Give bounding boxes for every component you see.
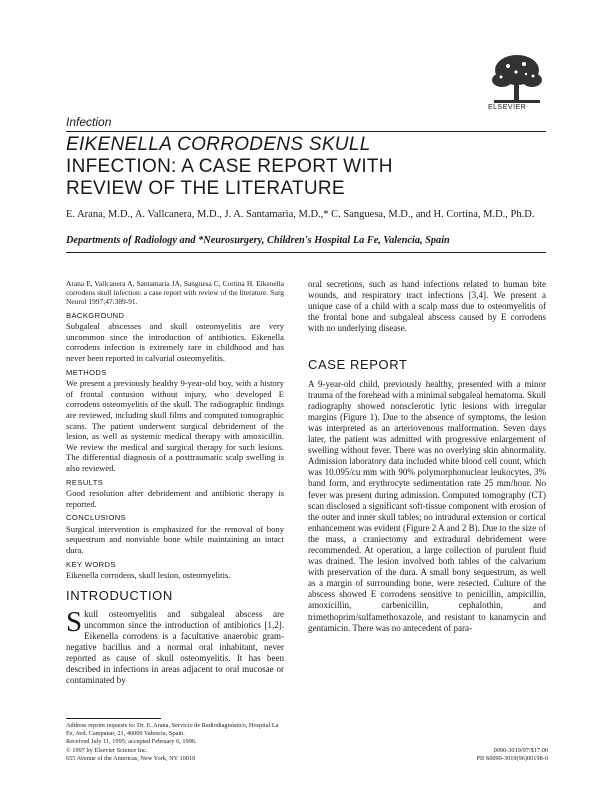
- case-report-heading: CASE REPORT: [308, 357, 408, 372]
- conclusions-heading: CONCLUSIONS: [66, 513, 127, 523]
- results-heading: RESULTS: [66, 477, 104, 487]
- received-dates: Received July 11, 1995; accepted February 6, 1996.: [66, 737, 197, 745]
- publisher-name: ELSEVIER: [488, 104, 527, 111]
- footnote-rule: [66, 718, 161, 719]
- reprint-address: Address reprint requests to: Dr. E. Arana, Servicio de Radiodiagnóstico, Hospital La Fe, Avd. Campanar, 21, 46009 Valencia, Spain.: [66, 722, 279, 737]
- copyright-line-2: 655 Avenue of the Americas, New York, NY 10010: [66, 754, 196, 762]
- introduction-continued: oral secretions, such as hand infections related to human bite wounds, and respiratory tract infections [3,4]. We present a unique case of a child with a scalp mass due to osteomyelitis of the frontal bone and subgaleal abscess caused by E corrodens with no underlying disease.: [308, 279, 546, 333]
- elsevier-tree-logo: [486, 52, 548, 106]
- results-text: Good resolution after debridement and antibiotic therapy is reported.: [66, 488, 284, 509]
- header-rule: [66, 252, 546, 253]
- copyright: [66, 747, 284, 763]
- right-column: [308, 279, 546, 634]
- footnote: [66, 722, 284, 745]
- background-text: Subgaleal abscesses and skull osteomyelitis are very uncommon since the introduction of antibiotics. Eikenella corrodens infection is extremely rare in childhood and has never been reported in calvarial osteomyelitis.: [66, 321, 284, 363]
- title-line-1: EIKENELLA CORRODENS SKULL: [66, 134, 371, 155]
- pii-code: PII S0090-3019(96)00198-0: [476, 754, 548, 762]
- methods-text: We present a previously healthy 9-year-old boy, with a history of frontal contusion without injury, who developed E corrodens osteomyelitis of the skull. The radiographic findings are reviewed, including skull films and computed tomographic scans. The patient underwent surgical debridement of the lesion, as well as systemic medical therapy with amoxicillin. We review the medical and surgical therapy for such lesions. The differential diagnosis of a posttraumatic scalp swelling is also reviewed.: [66, 378, 284, 473]
- issn-code: 0090-3019/97/$17.00: [493, 747, 548, 754]
- conclusions-text: Surgical intervention is emphasized for the removal of bony sequestrum and nonviable bone while maintaining an intact dura.: [66, 523, 284, 556]
- title-line-3: REVIEW OF THE LITERATURE: [66, 178, 345, 199]
- introduction-heading: INTRODUCTION: [66, 587, 173, 603]
- background-heading: BACKGROUND: [66, 310, 125, 320]
- citation: Arana E, Vallcanera A, Santamaria JA, Sanguesa C, Cortina H. Eikenella corrodens skull infection: a case report with review of the literature. Surg Neurol 1997;47:389-91.: [66, 279, 284, 307]
- section-label: Infection: [66, 115, 112, 129]
- left-column: [66, 279, 284, 686]
- title-line-2: INFECTION: A CASE REPORT WITH: [66, 156, 393, 177]
- keywords-heading: KEY WORDS: [66, 559, 116, 569]
- case-report-text: A 9-year-old child, previously healthy, presented with a minor trauma of the forehead with a minimal subgaleal hematoma. Skull radiography showed nonsclerotic lytic lesions with irregular margins (Figure 1). Due to the absence of symptoms, the lesion was interpreted as an arteriovenous malformation. Seven days later, the patient was admitted with progressive enlargement of swelling without fever. There was no overlying skin abnormality. Admission laboratory data included white blood cell count, which was 10.095/cu mm with 90% polymorphonuclear leukocytes, 3% band form, and erythrocyte sedimentation rate 25 mm/hour. No fever was present during admission. Computed tomography (CT) scan disclosed a significant soft-tissue component with erosion of the outer and inner skull tables; no intradural extension or cortical enhancement was evident (Figure 2 A and 2 B). Due to the size of the mass, a craniectomy and extradural debridement were recommended. At operation, a large collection of purulent fluid was drained. The lesion involved both tables of the calvarium with preservation of the dura. A small bony sequestrum, as well as a margin of surrounding bone, were resected. Culture of the abscess showed E corrodens sensitive to penicillin, ampicillin, amoxicillin, carbenicillin, cephalothin, and trimethoprim/sulfamethoxazole, and resistant to kanamycin and gentamicin. There was no antecedent of para-: [308, 378, 546, 633]
- methods-heading: METHODS: [66, 367, 107, 377]
- top-rule: [66, 131, 546, 132]
- copyright-line-1: © 1997 by Elsevier Science Inc.: [66, 747, 148, 754]
- authors: E. Arana, M.D., A. Vallcanera, M.D., J. A. Santamaria, M.D.,* C. Sanguesa, M.D., and H. Cortina, M.D., Ph.D.: [66, 209, 535, 220]
- introduction-text: [66, 606, 284, 686]
- departments: Departments of Radiology and *Neurosurgery, Children's Hospital La Fe, Valencia, Spain: [66, 235, 450, 246]
- keywords-text: Eikenella corrodens, skull lesion, osteomyelitis.: [66, 570, 231, 581]
- introduction-body: kull osteomyelitis and subgaleal abscess are uncommon since the introduction of antibiotics [1,2]. Eikenella corrodens is a facultative anaerobic gram-negative bacillus and a normal oral inhabitant, never reported as cause of skull osteomyelitis. It has been described in infections in areas adjacent to oral mucosae or contaminated by: [66, 609, 284, 686]
- drop-cap: S: [66, 606, 83, 639]
- article-codes: [470, 747, 548, 763]
- article-title: [66, 134, 546, 200]
